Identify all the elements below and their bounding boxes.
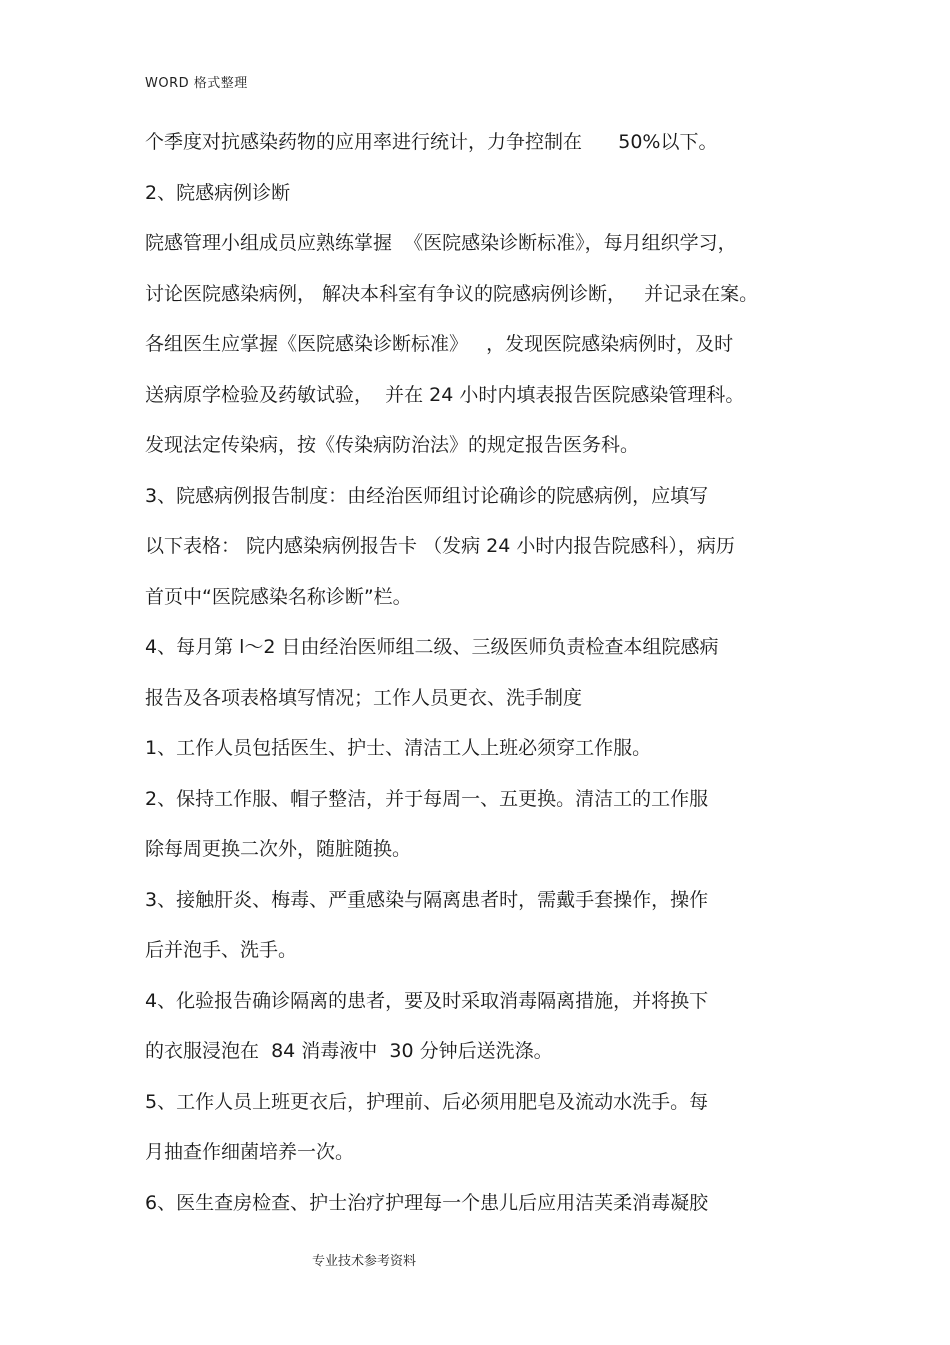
- text-line: 3、院感病例报告制度：由经治医师组讨论确诊的院感病例，应填写: [145, 484, 709, 507]
- page-header: WORD 格式整理: [145, 76, 248, 91]
- text-line: 以下表格： 院内感染病例报告卡 （发病 24 小时内报告院感科），病历: [145, 535, 735, 557]
- text-line: 5、工作人员上班更衣后，护理前、后必须用肥皂及流动水洗手。每: [145, 1090, 709, 1113]
- section-heading: 2、院感病例诊断: [145, 181, 291, 204]
- document-body: [145, 117, 845, 1228]
- text-line: 各组医生应掌握《医院感染诊断标准》 ，发现医院感染病例时，及时: [145, 333, 734, 355]
- text-line: 报告及各项表格填写情况；工作人员更衣、洗手制度: [145, 686, 583, 709]
- text-line: 6、医生查房检查、护士治疗护理每一个患儿后应用洁芙柔消毒凝胶: [145, 1191, 709, 1214]
- text-line: 月抽查作细菌培养一次。: [145, 1141, 355, 1163]
- text-line: 除每周更换二次外，随脏随换。: [145, 838, 412, 860]
- page-footer: 专业技术参考资料: [312, 1254, 417, 1269]
- text-line: 院感管理小组成员应熟练掌握 《医院感染诊断标准》，每月组织学习，: [145, 232, 737, 254]
- text-line: 讨论医院感染病例， 解决本科室有争议的院感病例诊断， 并记录在案。: [145, 282, 759, 305]
- text-line: 1、工作人员包括医生、护士、清洁工人上班必须穿工作服。: [145, 737, 652, 759]
- text-line: 后并泡手、洗手。: [145, 939, 298, 961]
- text-line: 4、每月第 l～2 日由经治医师组二级、三级医师负责检查本组院感病: [145, 636, 719, 658]
- text-line: 个季度对抗感染药物的应用率进行统计，力争控制在 50%以下。: [145, 131, 718, 153]
- text-line: 送病原学检验及药敏试验， 并在 24 小时内填表报告医院感染管理科。: [145, 383, 745, 406]
- text-line: 首页中“医院感染名称诊断”栏。: [145, 585, 412, 608]
- text-line: 4、化验报告确诊隔离的患者，要及时采取消毒隔离措施，并将换下: [145, 989, 709, 1012]
- text-line: 3、接触肝炎、梅毒、严重感染与隔离患者时，需戴手套操作，操作: [145, 888, 709, 911]
- text-line: 发现法定传染病，按《传染病防治法》的规定报告医务科。: [145, 434, 640, 456]
- text-line: 2、保持工作服、帽子整洁，并于每周一、五更换。清洁工的工作服: [145, 787, 709, 810]
- text-line: 的衣服浸泡在 84 消毒液中 30 分钟后送洗涤。: [145, 1040, 553, 1062]
